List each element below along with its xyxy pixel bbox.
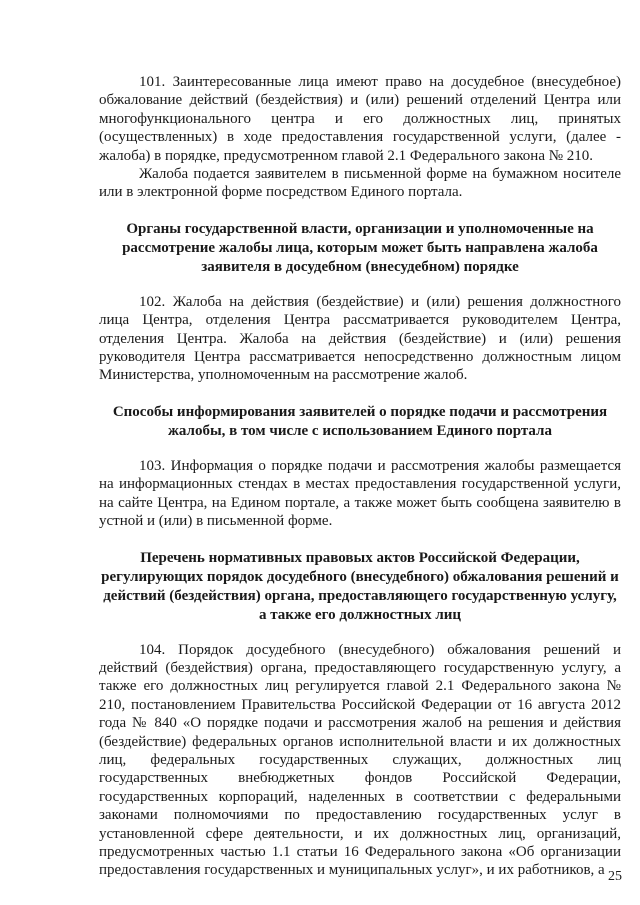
heading-legal-acts: Перечень нормативных правовых актов Российской Федерации, регулирующих порядок досудебного (внесудебного) обжалования решений и действий (бездействия) органа, предоставляющего государственную услугу, а также его должностных лиц xyxy=(101,549,619,623)
paragraph-103: 103. Информация о порядке подачи и рассмотрения жалобы размещается на информационных стендах в местах предоставления государственной услуги, на сайте Центра, на Едином портале, а также может быть сообщена заявителю в устной и (или) в письменной форме. xyxy=(99,457,621,530)
heading-review-bodies: Органы государственной власти, организации и уполномоченные на рассмотрение жалобы лица, которым может быть направлена жалоба заявителя в досудебном (внесудебном) порядке xyxy=(122,220,598,275)
paragraph-102: 102. Жалоба на действия (бездействие) и (или) решения должностного лица Центра, отделения Центра рассматривается руководителем Центра, отделения Центра. Жалоба на действия (бездействие) и (или) решения руководителя Центра рассматривается непосредственно должностным лицом Министерства, уполномоченным на рассмотрение жалоб. xyxy=(99,293,621,384)
heading-informing-methods: Способы информирования заявителей о порядке подачи и рассмотрения жалобы, в том числе с использованием Единого портала xyxy=(112,403,608,439)
paragraph-complaint-form: Жалоба подается заявителем в письменной форме на бумажном носителе или в электронной форме посредством Единого портала. xyxy=(99,166,621,201)
paragraph-101: 101. Заинтересованные лица имеют право на досудебное (внесудебное) обжалование действий (бездействия) и (или) решений отделений Центра или многофункционального центра и его должностных лиц, принятых (осуществленных) в ходе предоставления государственной услуги, (далее - жалоба) в порядке, предусмотренном главой 2.1 Федерального закона № 210. xyxy=(99,74,621,164)
document-body xyxy=(99,73,621,880)
paragraph-104: 104. Порядок досудебного (внесудебного) обжалования решений и действий (бездействия) органа, предоставляющего государственную услугу, а также его должностных лиц регулируется главой 2.1 Федерального закона № 210, постановлением Правительства Российской Федерации от 16 августа 2012 года № 840 «О порядке подачи и рассмотрения жалоб на решения и действия (бездействие) федеральных органов исполнительной власти и их должностных лиц, федеральных государственных служащих, должностных лиц государственных внебюджетных фондов Российской Федерации, государственных корпораций, наделенных в соответствии с федеральными законами полномочиями по предоставлению государственных услуг в установленной сфере деятельности, и их должностных лиц, организаций, предусмотренных частью 1.1 статьи 16 Федерального закона «Об организации предоставления государственных и муниципальных услуг», и их работников, а xyxy=(99,641,621,879)
page-number: 25 xyxy=(608,869,622,884)
